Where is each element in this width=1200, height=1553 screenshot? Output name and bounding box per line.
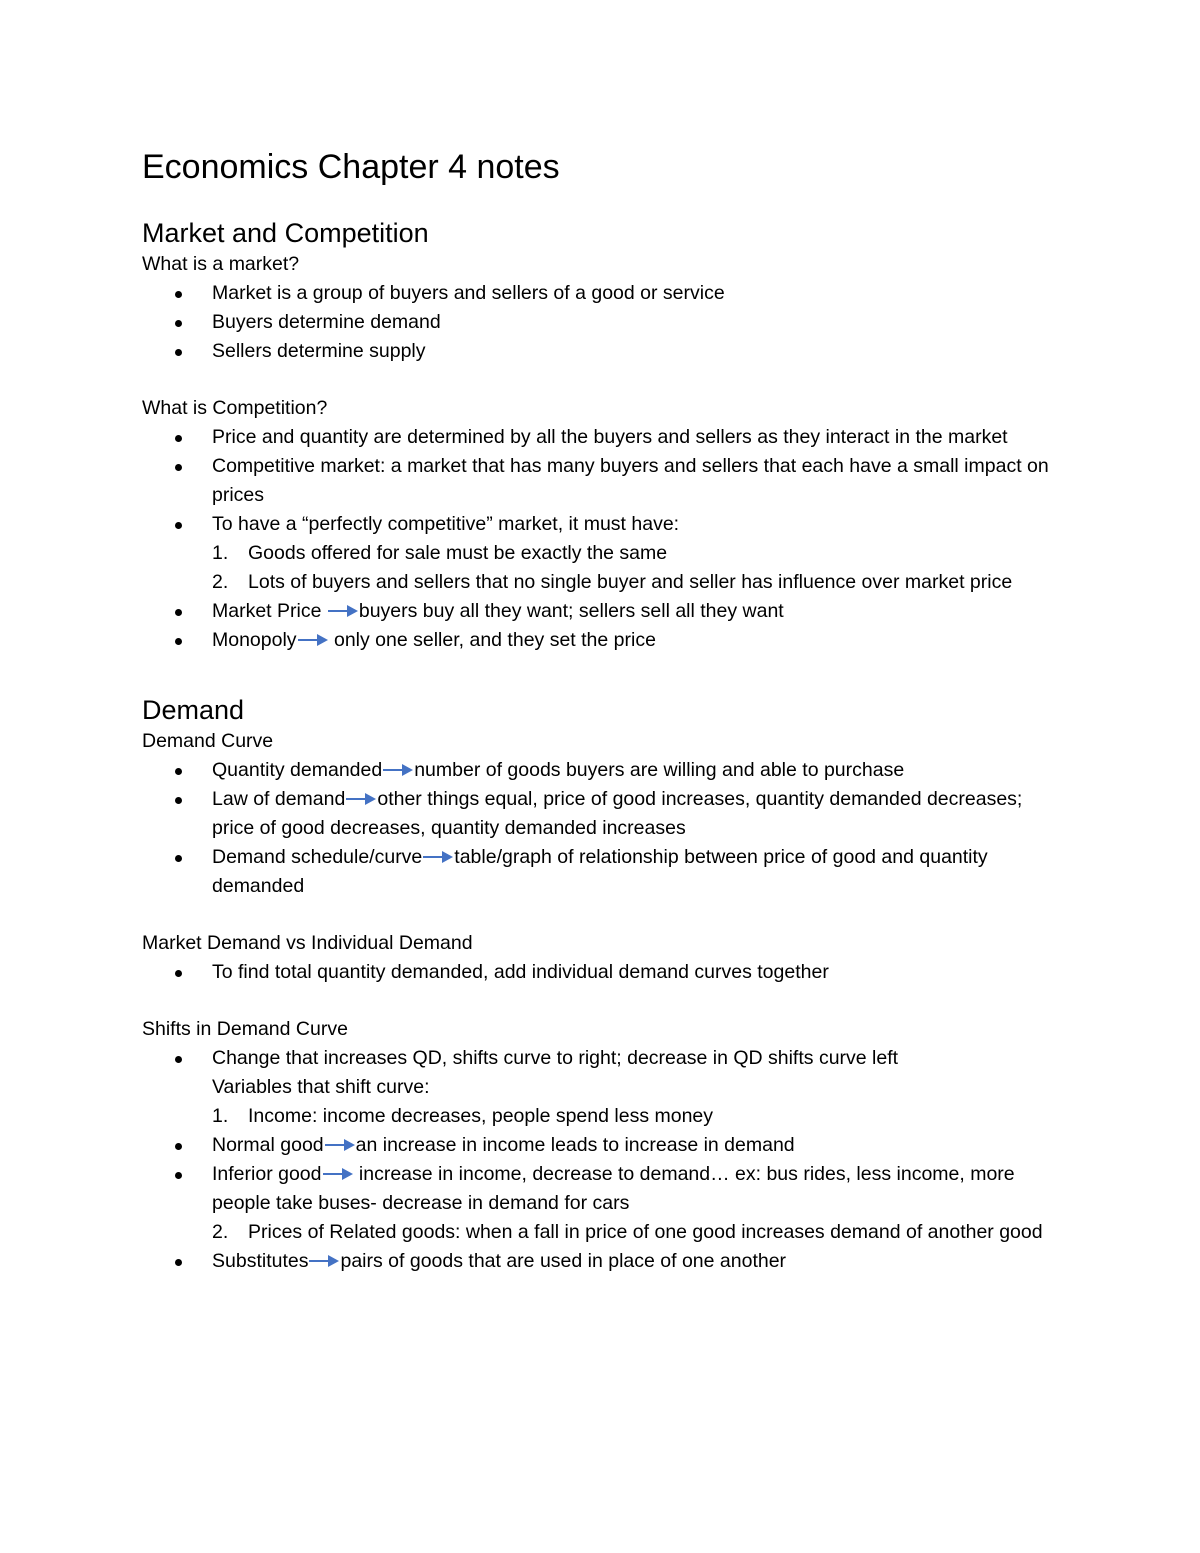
list-item: Market is a group of buyers and sellers of a good or service — [142, 279, 1062, 308]
item-text: Goods offered for sale must be exactly the same — [248, 542, 668, 564]
definition: increase in income, decrease to demand… ex: bus rides, less income, more people take buses- decrease in demand for cars — [212, 1163, 1015, 1214]
right-arrow-icon — [382, 759, 414, 781]
list-item: To find total quantity demanded, add individual demand curves together — [142, 958, 1062, 987]
definition: table/graph of relationship between price of good and quantity demanded — [212, 846, 988, 897]
right-arrow-icon — [322, 1163, 354, 1185]
list-item: Competitive market: a market that has many buyers and sellers that each have a small impact on prices — [142, 452, 1062, 510]
definition: other things equal, price of good increases, quantity demanded decreases; price of good decreases, quantity demanded increases — [212, 788, 1023, 839]
term: Normal good — [212, 1134, 324, 1156]
spacer — [142, 655, 1062, 693]
competition-list — [142, 423, 1062, 655]
list-item — [142, 597, 1062, 626]
item-text: Lots of buyers and sellers that no single buyer and seller has influence over market price — [248, 571, 1013, 593]
list-item — [142, 756, 1062, 785]
definition: number of goods buyers are willing and able to purchase — [414, 759, 905, 781]
right-arrow-icon — [297, 629, 329, 651]
numbered-item — [142, 539, 1062, 568]
list-item — [142, 1247, 1062, 1276]
list-item: Price and quantity are determined by all the buyers and sellers as they interact in the market — [142, 423, 1062, 452]
market-demand-list — [142, 958, 1062, 987]
spacer — [142, 987, 1062, 1015]
item-number: 2. — [212, 571, 229, 593]
list-item: Change that increases QD, shifts curve to right; decrease in QD shifts curve left — [142, 1044, 1062, 1073]
list-item — [142, 785, 1062, 843]
section-heading-demand: Demand — [142, 695, 245, 725]
term: Law of demand — [212, 788, 346, 810]
subheading-what-is-competition: What is Competition? — [142, 397, 328, 419]
list-item — [142, 1160, 1062, 1218]
shifts-list — [142, 1044, 1062, 1276]
definition: only one seller, and they set the price — [328, 629, 656, 651]
item-number: 1. — [212, 1105, 229, 1127]
numbered-item — [142, 568, 1062, 597]
term: Market Price — [212, 600, 327, 622]
subheading-shifts: Shifts in Demand Curve — [142, 1018, 348, 1040]
list-item: To have a “perfectly competitive” market, it must have: — [142, 510, 1062, 539]
list-item — [142, 843, 1062, 901]
list-item: Buyers determine demand — [142, 308, 1062, 337]
term: Substitutes — [212, 1250, 309, 1272]
page-title: Economics Chapter 4 notes — [142, 148, 560, 186]
subheading-what-is-market: What is a market? — [142, 253, 300, 275]
item-text: Prices of Related goods: when a fall in price of one good increases demand of another good — [248, 1221, 1043, 1243]
right-arrow-icon — [327, 600, 359, 622]
demand-curve-list — [142, 756, 1062, 901]
subheading-market-vs-individual: Market Demand vs Individual Demand — [142, 932, 473, 954]
right-arrow-icon — [308, 1250, 340, 1272]
definition: buyers buy all they want; sellers sell all they want — [358, 600, 784, 622]
right-arrow-icon — [422, 846, 454, 868]
definition: an increase in income leads to increase in demand — [355, 1134, 795, 1156]
right-arrow-icon — [324, 1134, 356, 1156]
section-heading-market-competition: Market and Competition — [142, 218, 429, 248]
term: Demand schedule/curve — [212, 846, 423, 868]
subheading-demand-curve: Demand Curve — [142, 730, 274, 752]
definition: pairs of goods that are used in place of one another — [340, 1250, 787, 1272]
list-item: Sellers determine supply — [142, 337, 1062, 366]
spacer — [142, 366, 1062, 394]
term: Inferior good — [212, 1163, 322, 1185]
term: Quantity demanded — [212, 759, 383, 781]
numbered-item — [142, 1218, 1062, 1247]
list-item-continuation: Variables that shift curve: — [212, 1076, 430, 1098]
spacer — [142, 901, 1062, 929]
list-item — [142, 1131, 1062, 1160]
item-number: 2. — [212, 1221, 229, 1243]
term: Monopoly — [212, 629, 297, 651]
market-list — [142, 279, 1062, 366]
item-number: 1. — [212, 542, 229, 564]
right-arrow-icon — [345, 788, 377, 810]
document-content — [142, 146, 1062, 1276]
item-text: Income: income decreases, people spend less money — [248, 1105, 714, 1127]
numbered-item — [142, 1102, 1062, 1131]
list-item — [142, 626, 1062, 655]
